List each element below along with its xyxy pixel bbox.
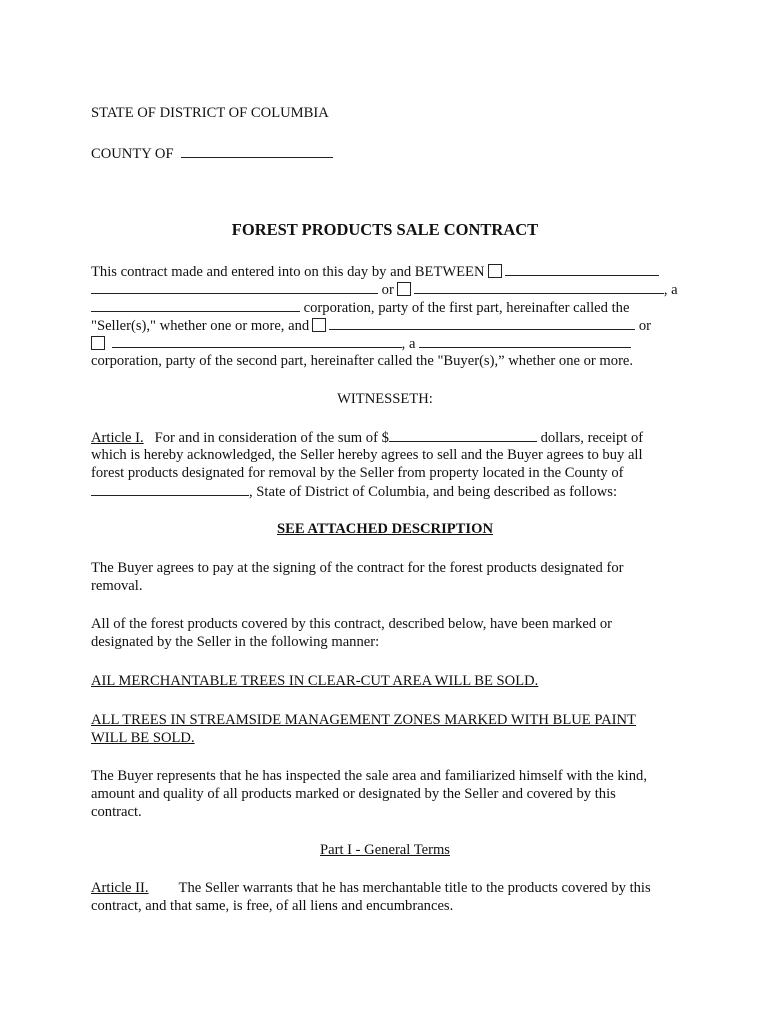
- intro-text-1: This contract made and entered into on this day by and BETWEEN: [91, 264, 485, 280]
- see-attached-heading: SEE ATTACHED DESCRIPTION: [277, 521, 493, 537]
- streamside-line-2: WILL BE SOLD.: [91, 730, 195, 746]
- seller-corp-checkbox[interactable]: [397, 282, 411, 296]
- buyer-pays-line-2: removal.: [91, 578, 143, 594]
- intro-line-5: [91, 334, 631, 353]
- article1-text-1b: dollars, receipt of: [540, 430, 644, 446]
- intro-line-6: corporation, party of the second part, hereinafter called the "Buyer(s),” whether one or more.: [91, 353, 634, 369]
- article2-text-1: The Seller warrants that he has merchantable title to the products covered by this: [178, 880, 651, 896]
- buyer-individual-checkbox[interactable]: [312, 318, 326, 332]
- buyer-name-field[interactable]: [329, 316, 635, 330]
- county-field[interactable]: [181, 144, 333, 158]
- seller-individual-checkbox[interactable]: [488, 264, 502, 278]
- marked-line-2: designated by the Seller in the following manner:: [91, 634, 380, 650]
- or-word-2: or: [638, 318, 652, 334]
- county-line: [91, 144, 333, 163]
- article1-label: Article I.: [91, 430, 144, 446]
- state-line: STATE OF DISTRICT OF COLUMBIA: [91, 105, 329, 121]
- clearcut-statement: AIL MERCHANTABLE TREES IN CLEAR-CUT AREA WILL BE SOLD.: [91, 673, 539, 689]
- document-title: FOREST PRODUCTS SALE CONTRACT: [231, 220, 539, 239]
- intro-text-4: "Seller(s)," whether one or more, and: [91, 318, 310, 334]
- article2-label: Article II.: [91, 880, 149, 896]
- article1-line-4: [91, 482, 617, 501]
- seller-corp-field-2[interactable]: [91, 298, 300, 312]
- county-label: COUNTY OF: [91, 146, 174, 162]
- buyer-corp-field[interactable]: [112, 334, 402, 348]
- streamside-line-1: ALL TREES IN STREAMSIDE MANAGEMENT ZONES MARKED WITH BLUE PAINT: [91, 712, 636, 728]
- represents-line-1: The Buyer represents that he has inspected the sale area and familiarized himself with the kind,: [91, 768, 647, 784]
- seller-name-field[interactable]: [505, 262, 659, 276]
- seller-corp-field[interactable]: [414, 280, 664, 294]
- a-word-1: , a: [663, 282, 678, 298]
- article1-line-1: [91, 428, 643, 447]
- article1-line-2: which is hereby acknowledged, the Seller hereby agrees to sell and the Buyer agrees to buy all: [91, 447, 643, 463]
- intro-line-1: [91, 262, 659, 281]
- represents-line-3: contract.: [91, 804, 142, 820]
- article1-text-4: , State of District of Columbia, and being described as follows:: [249, 484, 618, 500]
- part1-heading: Part I - General Terms: [319, 842, 450, 858]
- seller-name-field-2[interactable]: [91, 280, 378, 294]
- article1-line-3: forest products designated for removal by the Seller from property located in the County of: [91, 465, 624, 481]
- buyer-corp-type-field[interactable]: [419, 334, 631, 348]
- sum-amount-field[interactable]: [389, 428, 537, 442]
- a-word-2: , a: [401, 336, 416, 352]
- buyer-corp-checkbox[interactable]: [91, 336, 105, 350]
- article1-text-1a: For and in consideration of the sum of $: [154, 430, 389, 446]
- witnesseth-heading: WITNESSETH:: [337, 391, 433, 407]
- or-word-1: or: [381, 282, 394, 298]
- intro-text-3: corporation, party of the first part, hereinafter called the: [303, 300, 630, 316]
- buyer-pays-line-1: The Buyer agrees to pay at the signing of the contract for the forest products designated for: [91, 560, 624, 576]
- intro-line-4: [91, 316, 651, 335]
- represents-line-2: amount and quality of all products marked or designated by the Seller and covered by this: [91, 786, 616, 802]
- intro-line-2: [91, 280, 678, 299]
- intro-line-3: [91, 298, 629, 317]
- property-county-field[interactable]: [91, 482, 249, 496]
- article2-line-1: [91, 879, 651, 897]
- article2-line-2: contract, and that same, is free, of all liens and encumbrances.: [91, 898, 454, 914]
- marked-line-1: All of the forest products covered by this contract, described below, have been marked or: [91, 616, 612, 632]
